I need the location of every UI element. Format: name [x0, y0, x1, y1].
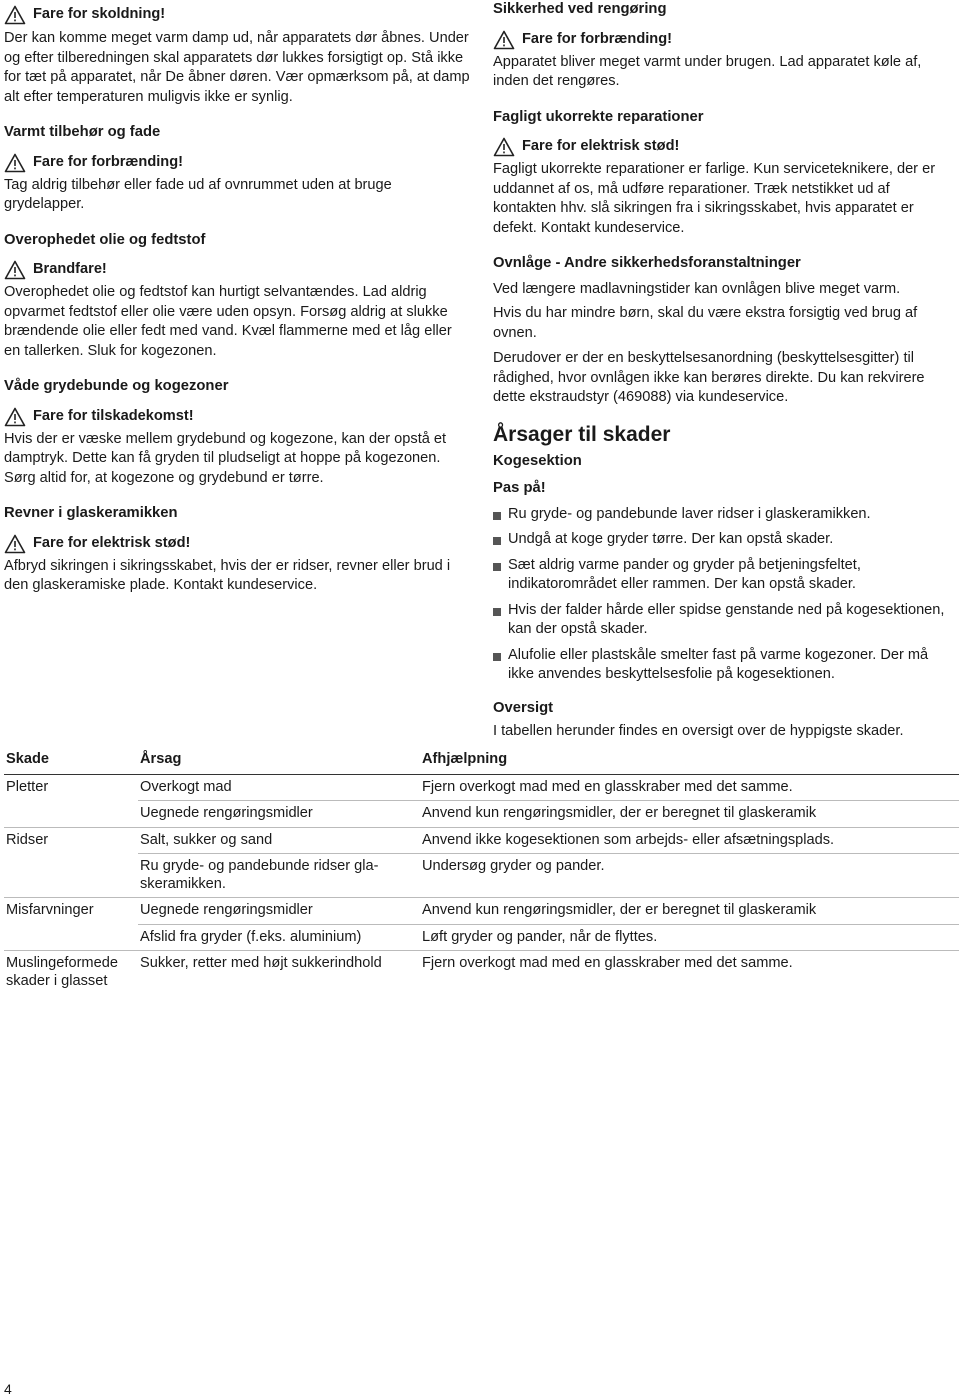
table-cell: Ridser — [4, 827, 138, 854]
table-cell: Salt, sukker og sand — [138, 827, 420, 854]
scald-text: Der kan komme meget varm damp ud, når apparatets dør åbnes. Under og efter tilberedningen skal apparatets dør lukkes forsigtigt op. Stå ikke for tæt på apparatet, når De åbner døren. Vær opmærksom på, at damp alt efter temperaturen muligvis ikke er synlig. — [4, 30, 470, 105]
heading-cracks: Revner i glaskeramikken — [4, 505, 178, 521]
list-item: Ru gryde- og pandebunde laver ridser i glaskeramikken. — [493, 505, 955, 525]
table-row — [4, 854, 959, 898]
table-cell: Anvend ikke kogesektionen som arbejds- eller afsætningsplads. — [420, 827, 959, 854]
right-column — [493, 0, 955, 742]
warning-label: Fare for elektrisk stød! — [522, 138, 680, 155]
warning-label: Fare for forbrænding! — [33, 153, 183, 170]
table-cell: Fjern overkogt mad med en glasskraber med det samme. — [420, 951, 959, 995]
heading-hob: Kogesektion — [493, 452, 582, 469]
heading-overview: Oversigt — [493, 699, 554, 716]
cracks-text: Afbryd sikringen i sikringsskabet, hvis der er ridser, revner eller brud i den glaskeramiske plade. Kontakt kundeservice. — [4, 557, 451, 593]
warning-label: Fare for forbrænding! — [522, 30, 672, 47]
table-row — [4, 951, 959, 995]
table-cell: Overkogt mad — [140, 778, 232, 795]
warning-triangle-icon — [4, 5, 26, 25]
warning-triangle-icon — [4, 534, 26, 554]
left-column — [4, 0, 470, 596]
warning-label: Fare for tilskadekomst! — [33, 407, 194, 424]
heading-cleaning: Sikkerhed ved rengøring — [493, 1, 667, 17]
heading-door: Ovnlåge - Andre sikkerhedsforanstaltninger — [493, 255, 801, 271]
damage-bullet-list — [493, 505, 955, 685]
table-cell: Misfarvninger — [4, 898, 138, 925]
table-cell: Løft gryder og pander, når de flyttes. — [420, 924, 959, 951]
table-row — [4, 801, 959, 828]
list-item: Sæt aldrig varme pander og gryder på betjeningsfeltet, indikatorområdet eller rammen. Der kan opstå skader. — [493, 556, 955, 595]
heading-repairs: Fagligt ukorrekte reparationer — [493, 108, 704, 125]
warning-injury — [4, 406, 470, 428]
column-header-cause: Årsag — [138, 748, 420, 774]
heading-accessories: Varmt tilbehør og fade — [4, 124, 161, 140]
table-cell: Pletter — [6, 778, 49, 795]
warning-shock — [4, 533, 470, 555]
table-cell: Undersøg gryder og pander. — [420, 854, 959, 898]
warning-triangle-icon — [4, 153, 26, 173]
heading-wet: Våde grydebunde og kogezoner — [4, 378, 229, 394]
heading-oil: Overophedet olie og fedtstof — [4, 231, 206, 248]
warning-triangle-icon — [493, 137, 515, 157]
table-row — [4, 898, 959, 925]
warning-triangle-icon — [4, 407, 26, 427]
list-item: Alufolie eller plastskåle smelter fast på varme kogezoner. Der må ikke anvendes beskyttelsesfolie på kogesektionen. — [493, 646, 955, 685]
table-cell: Muslingeformede skader i glasset — [4, 951, 138, 995]
table-header-row — [4, 748, 959, 774]
warning-burn — [493, 29, 955, 51]
table-cell: Anvend kun rengøringsmidler, der er beregnet til glaskeramik — [420, 801, 959, 828]
heading-damage-causes: Årsager til skader — [493, 422, 671, 446]
warning-scald — [4, 4, 470, 26]
table-cell: Fjern overkogt mad med en glasskraber med det samme. — [422, 778, 793, 795]
warning-label: Fare for elektrisk stød! — [33, 534, 191, 551]
table-cell: Anvend kun rengøringsmidler, der er beregnet til glaskeramik — [420, 898, 959, 925]
warning-triangle-icon — [4, 260, 26, 280]
damage-table — [4, 748, 959, 994]
oil-text: Overophedet olie og fedtstof kan hurtigt selvantændes. Lad aldrig opvarmet fedtstof eller olie være uden opsyn. Forsøg aldrig at slukke brændende olie eller fedt med vand. Kvæl flammerne med et låg eller en tallerken. Sluk for kogezonen. — [4, 284, 452, 359]
table-cell: Ru gryde- og pandebunde ridser gla-skeramikken. — [138, 854, 420, 898]
caution-label: Pas på! — [493, 480, 546, 496]
table-cell: Uegnede rengøringsmidler — [138, 898, 420, 925]
wet-text: Hvis der er væske mellem grydebund og kogezone, kan der opstå et damptryk. Dette kan få gryden til pludseligt at hoppe på kogezonen. Sørg altid for, at kogezone og grydebund er tørre. — [4, 430, 447, 486]
table-row — [4, 774, 959, 801]
door-paragraph-2: Hvis du har mindre børn, skal du være ekstra forsigtig ved brug af ovnen. — [493, 305, 918, 341]
table-row — [4, 924, 959, 951]
warning-fire — [4, 259, 470, 281]
table-cell: Sukker, retter med højt sukkerindhold — [138, 951, 420, 995]
door-paragraph-1: Ved længere madlavningstider kan ovnlågen blive meget varm. — [493, 280, 901, 297]
column-header-remedy: Afhjælpning — [420, 748, 959, 774]
warning-label: Fare for skoldning! — [33, 6, 166, 23]
page-number: 4 — [4, 1381, 12, 1397]
table-row — [4, 827, 959, 854]
cleaning-text: Apparatet bliver meget varmt under brugen. Lad apparatet køle af, inden det rengøres. — [493, 53, 922, 89]
table-cell: Afslid fra gryder (f.eks. aluminium) — [138, 924, 420, 951]
warning-triangle-icon — [493, 30, 515, 50]
table-cell — [4, 801, 138, 828]
warning-shock — [493, 136, 955, 158]
table-cell — [4, 854, 138, 898]
repairs-text: Fagligt ukorrekte reparationer er farlige. Kun serviceteknikere, der er uddannet af os, må udføre reparationer. Træk netstikket ud af kontakten hhv. slå sikringen fra i sikringsskabet, hvis apparatet er defekt. Kontakt kundeservice. — [493, 161, 936, 236]
table-cell — [4, 924, 138, 951]
list-item: Hvis der falder hårde eller spidse genstande ned på kogesektionen, kan der opstå skader. — [493, 601, 955, 640]
table-cell: Uegnede rengøringsmidler — [138, 801, 420, 828]
column-header-damage: Skade — [4, 748, 138, 774]
door-paragraph-3: Derudover er der en beskyttelsesanordning (beskyttelsesgitter) til rådighed, hvor ovnlågen ikke kan berøres direkte. Du kan rekvirere dette ekstraudstyr (469088) via kundeservice. — [493, 350, 925, 405]
warning-label: Brandfare! — [33, 261, 107, 278]
accessories-text: Tag aldrig tilbehør eller fade ud af ovnrummet uden at bruge grydelapper. — [4, 176, 392, 212]
list-item: Undgå at koge gryder tørre. Der kan opstå skader. — [493, 530, 955, 550]
warning-burn — [4, 152, 470, 174]
overview-text: I tabellen herunder findes en oversigt over de hyppigste skader. — [493, 723, 904, 739]
